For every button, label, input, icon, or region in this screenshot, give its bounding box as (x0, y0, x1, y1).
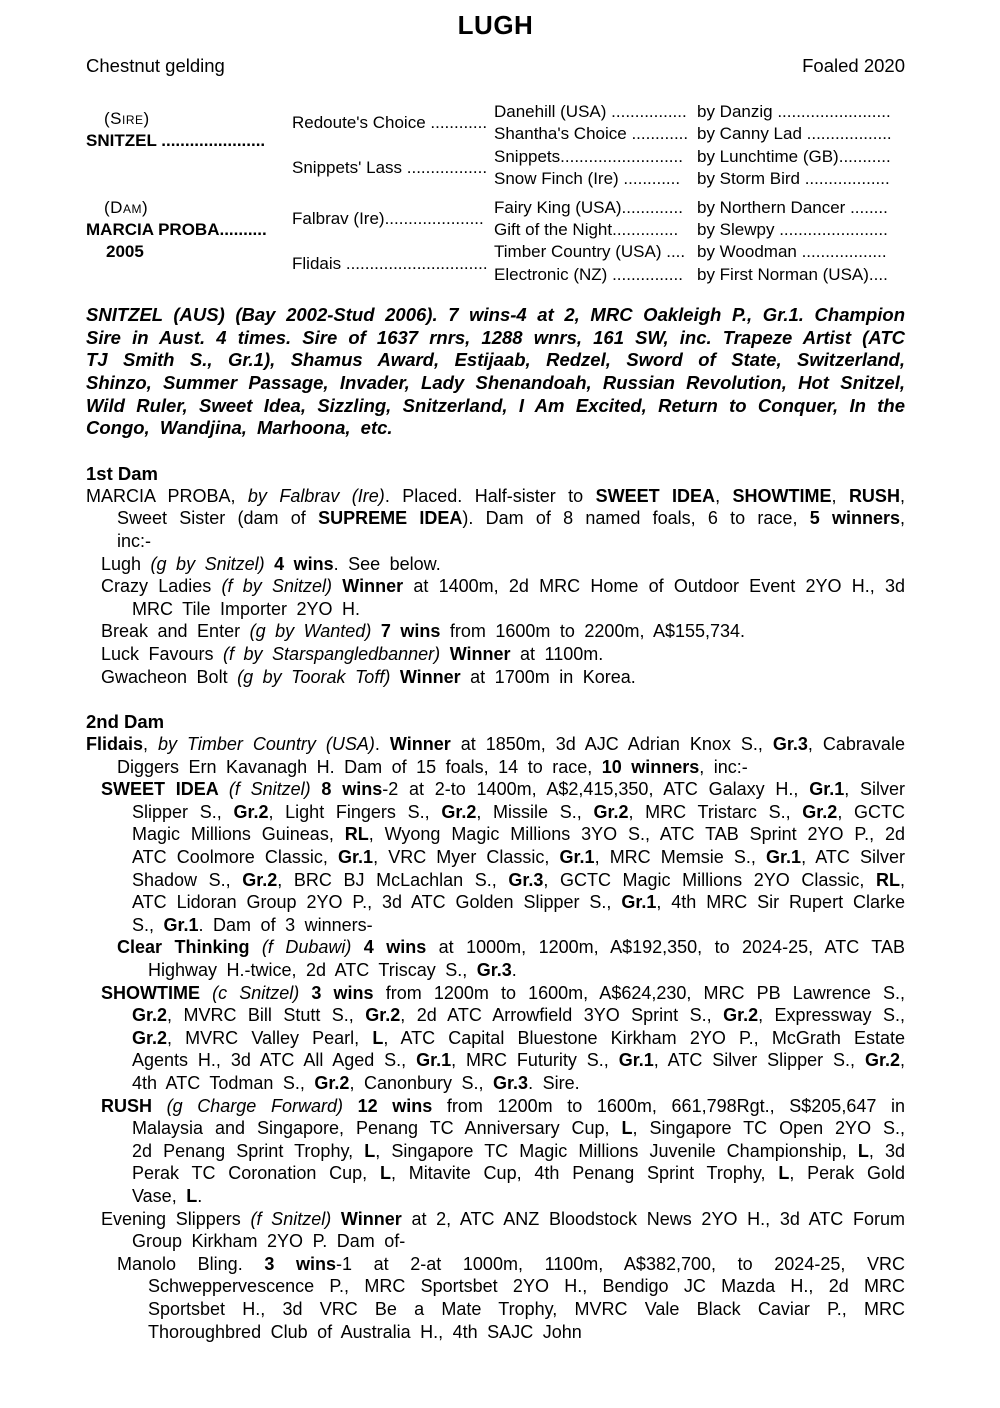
text-run: , MRC Futurity S., (451, 1050, 619, 1071)
text-run: (f Snitzel) (250, 1208, 341, 1229)
text-run: , (143, 734, 159, 755)
dam-name: MARCIA PROBA.......... (86, 220, 267, 239)
text-run: , (831, 485, 849, 506)
text-run: (f Snitzel) (228, 779, 322, 800)
text-run: Gr.2 (242, 869, 278, 890)
text-run: Gr.2 (365, 1005, 401, 1026)
text-run: , ATC Capital Bluestone Kirkham 2YO P., McGrath Estate Agents H., 3d ATC All Aged S., (132, 1027, 906, 1071)
text-run: (c Snitzel) (212, 982, 312, 1003)
text-run: RL (344, 824, 369, 845)
ancestor-sire: by Canny Lad .................. (697, 124, 892, 144)
granddam-name: Snippets' Lass ................. (292, 158, 488, 178)
section-heading: 1st Dam (86, 462, 158, 484)
text-run: 7 wins (380, 621, 441, 642)
text-run: by Timber Country (USA) (158, 734, 375, 755)
text-run: Gr.1 (621, 892, 657, 913)
text-run: 4 wins (274, 553, 334, 574)
ancestor-sire: by Lunchtime (GB)........... (697, 146, 891, 166)
dam-year: 2005 (106, 242, 144, 262)
text-run: L (186, 1185, 198, 1206)
text-run: Gr.1 (766, 847, 802, 868)
text-run: at 1850m, 3d AJC Adrian Knox S., (450, 734, 773, 755)
text-run: , GCTC Magic Millions Guineas, (132, 801, 906, 845)
ancestor-name: Snow Finch (Ire) ............ (494, 169, 681, 189)
horse-description: Chestnut gelding (86, 55, 225, 76)
entry-manolo-bling (117, 1253, 905, 1343)
text-run: Gr.1 (809, 779, 845, 800)
text-run: SWEET IDEA (595, 485, 716, 506)
text-run: MARCIA PROBA, (86, 485, 248, 506)
text-run: , 4th ATC Todman S., (132, 1050, 905, 1093)
ancestor-name: Timber Country (USA) .... (494, 242, 686, 262)
text-run: from 1200m to 1600m, A$624,230, MRC PB Lawrence S., (373, 982, 905, 1003)
text-run: , Silver Slipper S., (132, 779, 906, 822)
text-run: Clear Thinking (117, 937, 262, 958)
text-run: from 1200m to 1600m, 661,798Rgt., S$205,647 in Malaysia and Singapore, Penang TC Anniversary Cup, (132, 1095, 905, 1139)
ancestor-sire: by First Norman (USA).... (697, 264, 888, 284)
text-run: , Light Fingers S., (268, 801, 442, 822)
text-run: from 1600m to 2200m, A$155,734. (440, 621, 746, 642)
text-run: Gr.2 (802, 801, 838, 822)
text-run: , MVRC Valley Pearl, (167, 1027, 373, 1048)
text-run: Gwacheon Bolt (101, 666, 238, 687)
text-run: , BRC BJ McLachlan S., (277, 869, 509, 890)
text-run: . (511, 960, 517, 981)
text-run: , Singapore TC Open 2YO S., 2d Penang Sprint Trophy, (132, 1118, 906, 1161)
section-heading: 2nd Dam (86, 711, 165, 733)
text-run: Winner (399, 666, 461, 687)
text-run: Lugh (101, 553, 151, 574)
text-run: , Sweet Sister (dam of (117, 485, 905, 529)
text-run: , MVRC Bill Stutt S., (167, 1005, 366, 1026)
sire-name: SNITZEL ...................... (86, 131, 266, 151)
text-run: Gr.1 (338, 847, 374, 868)
pedigree-column-gen2 (292, 101, 494, 286)
text-run: Gr.2 (233, 801, 269, 822)
text-run: at 2, ATC ANZ Bloodstock News 2YO H., 3d ATC Forum Group Kirkham 2YO P. Dam of- (132, 1208, 905, 1252)
text-run: , 3d Perak TC Coronation Cup, (132, 1140, 905, 1184)
text-run: , MRC Tristarc S., (628, 801, 803, 822)
text-run: , Wyong Magic Millions 3YO S., ATC TAB Sprint 2YO P., 2d ATC Coolmore Classic, (132, 824, 905, 868)
text-run: at 1100m. (510, 643, 604, 664)
text-run: , Mitavite Cup, 4th Penang Sprint Trophy, (390, 1163, 779, 1184)
text-run: . Dam of 3 winners- (198, 914, 373, 935)
text-run: Winner (449, 643, 511, 664)
text-run: Winner (340, 1208, 402, 1229)
text-run: . See below. (333, 553, 441, 574)
text-run: , 4th MRC Sir Rupert Clarke S., (132, 892, 905, 935)
text-run: SNITZEL (AUS) (Bay 2002-Stud 2006). 7 wins-4 at 2, MRC Oakleigh P., Gr.1. Champion Sire in Aust. 4 times. Sire of 1637 rnrs, 1288 wnrs, 161 SW, inc. Trapeze Artist (ATC TJ Smith S., Gr.1), Shamus Award, Estijaab, Redzel, Sword of State, Switzerland, Shinzo, Summer Passage, Invader, Lady Shenandoah, Russian Revolution, Hot Snitzel, Wild Ruler, Sweet Idea, Sizzling, Snitzerland, I Am Excited, Return to Conquer, In the Congo, Wandjina, Marhoona, etc. (86, 304, 905, 439)
dam-sections (86, 463, 905, 1343)
text-run: 5 winners (809, 508, 900, 529)
text-run: Manolo Bling. (117, 1253, 265, 1274)
text-run: Gr.1 (416, 1050, 452, 1071)
text-run: , inc:- (117, 508, 905, 551)
ancestor-name: Danehill (USA) ................ (494, 102, 687, 121)
text-run: Gr.2 (314, 1073, 350, 1093)
dam-block (86, 191, 292, 287)
text-run: by Falbrav (Ire) (247, 485, 385, 506)
text-run: at 1700m in Korea. (460, 666, 636, 687)
grandsire-name: Falbrav (Ire)..................... (292, 208, 484, 228)
text-run: (f Dubawi) (261, 937, 364, 958)
text-run: (g Charge Forward) (166, 1095, 358, 1116)
text-run: 3 wins (264, 1253, 336, 1274)
text-run: Gr.1 (559, 847, 595, 868)
text-run: , Cabravale Diggers Ern Kavanagh H. Dam of 15 foals, 14 to race, (117, 734, 905, 777)
text-run: L (364, 1140, 376, 1161)
granddam-name: Flidais .............................. (292, 253, 488, 273)
text-run: Gr.2 (132, 1027, 168, 1048)
entry-showtime (101, 982, 906, 1095)
text-run: L (372, 1027, 384, 1048)
entry-evening-slippers (101, 1208, 905, 1253)
sire-label: (Sire) (104, 109, 150, 128)
text-run: , ATC Silver Slipper S., (653, 1050, 865, 1071)
pedigree-column-subject (86, 101, 292, 286)
text-run: Gr.2 (723, 1005, 759, 1026)
text-run: 4 wins (363, 937, 427, 958)
text-run: Break and Enter (101, 621, 250, 642)
entry-sweet-idea (101, 778, 906, 936)
text-run: 10 winners (601, 756, 700, 777)
text-run: Gr.2 (864, 1050, 900, 1071)
ancestor-name: Snippets.......................... (494, 146, 683, 166)
ancestor-name: Electronic (NZ) ............... (494, 264, 683, 284)
text-run: , Singapore TC Magic Millions Juvenile Championship, (375, 1140, 858, 1161)
sire-summary (86, 304, 905, 440)
text-run: RL (875, 869, 900, 890)
text-run: (g by Toorak Toff) (237, 666, 400, 687)
text-run: , Perak Gold Vase, (132, 1163, 905, 1206)
text-run: ). Dam of 8 named foals, 6 to race, (462, 508, 810, 529)
entry-lugh (101, 553, 905, 576)
ancestor-sire: by Slewpy ....................... (697, 219, 888, 239)
text-run: Winner (342, 576, 404, 597)
text-run: . Placed. Half-sister to (384, 485, 596, 506)
text-run: , VRC Myer Classic, (373, 847, 560, 868)
text-run: , ATC Silver Shadow S., (132, 847, 905, 890)
text-run: 8 wins (321, 779, 383, 800)
text-run: , Canonbury S., (349, 1073, 494, 1093)
text-run: Gr.3 (493, 1073, 529, 1093)
text-run: Gr.2 (441, 801, 477, 822)
text-run: SHOWTIME (732, 485, 832, 506)
ancestor-sire: by Danzig ........................ (697, 102, 891, 121)
text-run: , 2d ATC Arrowfield 3YO Sprint S., (400, 1005, 724, 1026)
text-run: 12 wins (357, 1095, 433, 1116)
text-run: RUSH (848, 485, 900, 506)
text-run: . Sire. (528, 1073, 580, 1093)
entry-crazy-ladies (101, 575, 905, 620)
text-run: Luck Favours (101, 643, 224, 664)
text-run: -2 at 2-to 1400m, A$2,415,350, ATC Galaxy H., (382, 779, 810, 800)
text-run: , (715, 485, 733, 506)
sire-block (86, 101, 292, 191)
text-run: (g by Snitzel) (150, 553, 275, 574)
foaled-year: Foaled 2020 (802, 55, 905, 76)
pedigree-table (86, 101, 905, 286)
text-run: SUPREME IDEA (318, 508, 463, 529)
text-run: Gr.3 (476, 960, 512, 981)
grandsire-name: Redoute's Choice ............ (292, 113, 488, 133)
text-run: , MRC Memsie S., (594, 847, 767, 868)
text-run: Gr.3 (772, 734, 808, 755)
text-run: , GCTC Magic Millions 2YO Classic, (543, 869, 876, 890)
text-run: (f by Starspangledbanner) (223, 643, 450, 664)
text-run: Gr.2 (132, 1005, 168, 1026)
text-run: at 1000m, 1200m, A$192,350, to 2024-25, ATC TAB Highway H.-twice, 2d ATC Triscay S., (148, 937, 905, 981)
text-run: L (857, 1140, 869, 1161)
entry-clear-thinking (117, 936, 905, 981)
text-run: RUSH (101, 1095, 167, 1116)
text-run: Flidais (86, 734, 144, 755)
text-run: . (374, 734, 390, 755)
text-run: L (379, 1163, 391, 1184)
entry-luck-favours (101, 643, 905, 666)
entry-rush (101, 1095, 906, 1208)
entry-flidais (86, 733, 905, 778)
entry-break-and-enter (101, 620, 905, 643)
pedigree-column-gen3 (494, 101, 697, 286)
dam-label: (Dam) (104, 197, 149, 217)
text-run: Winner (389, 734, 451, 755)
ancestor-name: Gift of the Night.............. (494, 219, 679, 239)
text-run: , Missile S., (476, 801, 594, 822)
entry-gwacheon-bolt (101, 666, 905, 689)
text-run: , ATC Lidoran Group 2YO P., 3d ATC Golden Slipper S., (132, 869, 905, 913)
text-run: Gr.2 (593, 801, 629, 822)
text-run: , inc:- (699, 756, 748, 777)
ancestor-sire: by Storm Bird .................. (697, 169, 890, 189)
ancestor-name: Fairy King (USA)............. (494, 197, 683, 217)
ancestor-sire: by Woodman .................. (697, 242, 887, 262)
text-run: Gr.1 (163, 914, 199, 935)
ancestor-name: Shantha's Choice ............ (494, 124, 689, 144)
text-run: , Expressway S., (758, 1005, 905, 1026)
text-run: (f by Snitzel) (221, 576, 343, 597)
text-run: -1 at 2-at 1000m, 1100m, A$382,700, to 2024-25, VRC Schweppervescence P., MRC Sportsbet 2YO H., Bendigo JC Mazda H., 2d MRC Sportsbet H., 3d VRC Be a Mate Trophy, MVRC Vale Black Caviar P., MRC Thoroughbred Club of Australia H., 4th SAJC John (148, 1253, 905, 1342)
text-run: Gr.1 (618, 1050, 654, 1071)
ancestor-sire: by Northern Dancer ........ (697, 197, 888, 217)
text-run: 3 wins (311, 982, 374, 1003)
text-run: . (197, 1185, 203, 1206)
header-row (86, 55, 905, 77)
text-run: at 1400m, 2d MRC Home of Outdoor Event 2YO H., 3d MRC Tile Importer 2YO H. (132, 576, 905, 619)
text-run: Crazy Ladies (101, 576, 222, 597)
entry-marcia-proba (86, 485, 905, 553)
text-run: Evening Slippers (101, 1208, 251, 1229)
text-run: L (621, 1118, 633, 1139)
text-run: (g by Wanted) (249, 621, 381, 642)
page-title: LUGH (457, 10, 534, 40)
text-run: SWEET IDEA (101, 779, 229, 800)
text-run: Gr.3 (508, 869, 544, 890)
text-run: L (778, 1163, 790, 1184)
text-run: SHOWTIME (101, 982, 213, 1003)
pedigree-column-gen4 (697, 101, 905, 286)
